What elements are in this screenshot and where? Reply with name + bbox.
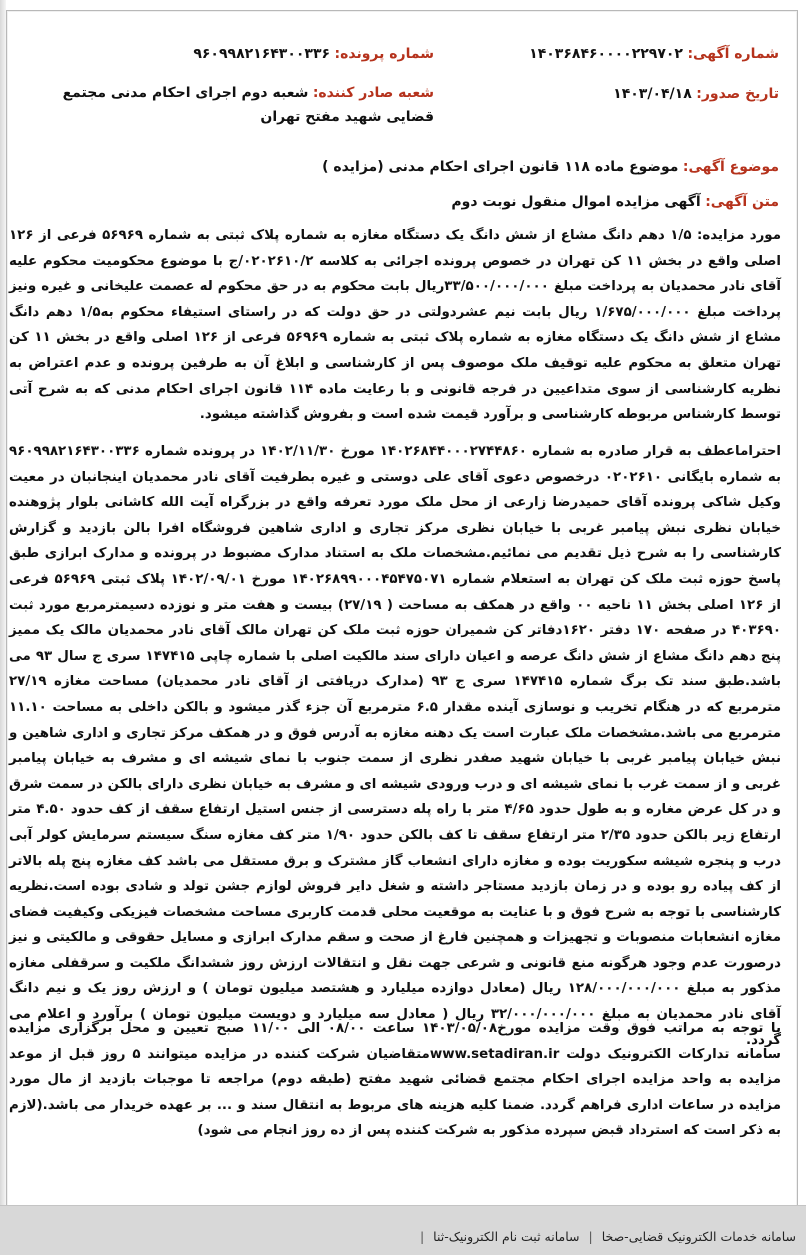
issuing-branch-value: شعبه دوم اجرای احکام مدنی مجتمع قضایی شهید مفتح تهران: [62, 85, 434, 125]
issuing-branch-label: شعبه صادر کننده:: [312, 85, 434, 101]
footer-link-sana[interactable]: سامانه ثبت نام الکترونیک-ثنا: [433, 1229, 580, 1244]
file-number-value: ۹۶۰۹۹۸۲۱۶۴۳۰۰۳۳۶: [193, 46, 331, 62]
issue-date-value: ۱۴۰۳/۰۴/۱۸: [613, 86, 692, 102]
footer-separator: |: [588, 1229, 593, 1244]
file-number: [193, 43, 434, 65]
footer-link-sakha[interactable]: سامانه خدمات الکترونیک قضایی-صخا: [601, 1229, 796, 1244]
issue-date: [613, 83, 779, 105]
ad-number: [529, 43, 779, 65]
ad-subject-label: موضوع آگهی:: [682, 159, 779, 175]
file-number-label: شماره پرونده:: [334, 46, 434, 62]
footer-bar: [0, 1205, 806, 1255]
announcement-frame: [6, 10, 798, 1207]
ad-subject: [322, 156, 779, 178]
auction-item-paragraph: مورد مزایده: ۱/۵ دهم دانگ مشاع از شش دانگ یک دستگاه مغازه به شماره پلاک ثبتی به شماره ۵۶۹۶۹ فرعی از ۱۲۶ اصلی واقع در بخش ۱۱ کن تهران در خصوص پرونده اجرائی به کلاسه ۰۲۰۲۶۱۰/۲/ج با موضوع محکومیت محکوم علیه آقای نادر محمدیان به پرداخت مبلغ ۳۳/۵۰۰/۰۰۰/۰۰۰ریال بابت محکوم به در حق محکوم له عصمت علیخانی و غیره ونیز پرداخت مبلغ ۱/۶۷۵/۰۰۰/۰۰۰ ریال بابت نیم عشردولتی در حق دولت که در راستای استیفاء محکوم به۱/۵ دهم دانگ مشاع از شش دانگ یک دستگاه مغازه به شماره پلاک ثبتی به شماره ۵۶۹۶۹ فرعی از ۱۲۶ اصلی واقع در بخش ۱۱ کن تهران متعلق به محکوم علیه توقیف ملک موصوف پس از کارشناسی و ابلاغ آن به طرفین پرونده و عدم اعتراض به نظریه کارشناسی از سوی متداعیین در فرجه قانونی و با رعایت ماده ۱۱۴ قانون اجرای احکام مدنی که به شرح آتی توسط کارشناس مربوطه کارشناسی و برآورد قیمت شده است و بفروش گذاشته میشود.: [9, 228, 781, 423]
footer-separator-end: |: [419, 1229, 425, 1244]
auction-schedule-paragraph: با توجه به مراتب فوق وقت مزایده مورخ۱۴۰۳/۰۵/۰۸ ساعت ۰۸/۰۰ الی ۱۱/۰۰ صبح تعیین و محل برگزاری مزایده سامانه تدارکات الکترونیک دولت www.setadiran.irمتقاضیان شرکت کننده در مزایده میتوانند ۵ روز قبل از موعد مزایده به واحد مزایده اجرای احکام مجتمع قضائی شهید مفتح (طبقه دوم) مراجعه تا موجبات بازدید از مال مورد مزایده در ساعات اداری فراهم گردد. ضمنا کلیه هزینه های مربوط به انتقال سند و ... بر عهده خریدار می باشد.(لازم به ذکر است که استرداد قبض سپرده مذکور به شرکت کننده پس از ده روز انجام می شود): [9, 1021, 781, 1139]
expert-report-paragraph: احتراماعطف به قرار صادره به شماره ۱۴۰۲۶۸۴۴۰۰۰۲۷۴۴۸۶۰ مورخ ۱۴۰۲/۱۱/۳۰ در پرونده شماره ۹۶۰۹۹۸۲۱۶۴۳۰۰۳۳۶ به شماره بایگانی ۰۲۰۲۶۱۰ درخصوص دعوی آقای علی دوستی و غیره بطرفیت آقای نادر محمدیان اینجانبان در معیت وکیل شاکی پرونده آقای حمیدرضا زارعی از محل ملک مورد تعرفه واقع در بزرگراه آیت الله کاشانی بلوار پژوهنده خیابان نظری نبش پیامبر غربی با خیابان نظری مرکز تجاری و اداری شاهین فروشگاه افرا بالن بازدید و گزارش کارشناسی را به شرح ذیل تقدیم می نمائیم.مشخصات ملک به استناد مدارک مضبوط در پرونده و مدارک ابرازی طبق پاسخ حوزه ثبت ملک کن تهران به استعلام شماره ۱۴۰۲۶۸۹۹۰۰۰۴۵۴۷۵۰۷۱ مورخ ۱۴۰۲/۰۹/۰۱ پلاک ثبتی ۵۶۹۶۹ فرعی از ۱۲۶ اصلی بخش ۱۱ ناحیه ۰۰ واقع در همکف به مساحت ( ۲۷/۱۹) بیست و هفت متر و نوزده دسیمترمربع مورد ثبت ۴۰۳۶۹۰ در صفحه ۱۷۰ دفتر ۱۶۲۰دفاتر کن شمیران حوزه ثبت ملک کن تهران مالک آقای نادر محمدیان مالک یک ممیز پنج دهم دانگ مشاع از شش دانگ عرصه و اعیان دارای سند مالکیت اصلی با شماره چاپی ۱۴۷۴۱۵ سری ج سال ۹۳ می باشد.طبق سند تک برگ شماره ۱۴۷۴۱۵ سری ج ۹۳ (مدارک دریافتی از آقای نادر محمدیان) مساحت مغازه ۲۷/۱۹ مترمربع که در هنگام تخریب و نوسازی آینده مقدار ۶.۵ مترمربع آن جزء گذر میشود و بالکن داخلی به مساحت ۱۱.۱۰ مترمربع می باشد.مشخصات ملک عبارت است یک دهنه مغازه به آدرس فوق و در همکف مرکز تجاری و اداری شاهین و نبش خیابان پیامبر غربی با خیابان شهید صفدر نظری از سمت جنوب با نمای شیشه ای و مشرف به خیابان پیامبر غربی و از سمت غرب با نمای شیشه ای و درب ورودی شیشه ای و مشرف به خیابان نظری دارای بالکن در سمت شرق و در کل عرض مغاره و به طول حدود ۴/۶۵ متر با راه پله دسترسی از جنس استیل ارتفاع سقف از کف حدود ۴.۵۰ متر ارتفاع زیر بالکن حدود ۲/۳۵ متر ارتفاع سقف تا کف بالکن حدود ۱/۹۰ متر کف مغازه سنگ سیستم سرمایش کولر آبی درب و پنجره شیشه سکوریت بوده و مغازه دارای انشعاب گاز مشترک و برق مستقل می باشد کف مغازه پنج پله بالاتر از کف پیاده رو بوده و در زمان بازدید مستاجر داشته و شغل دایر فروش لوازم جشن تولد و شادی بوده است.نظریه کارشناسی با توجه به شرح فوق و با عنایت به موقعیت محلی قدمت کاربری مساحت مشخصات فیزیکی وکیفیت فضای مغازه انشعابات منصوبات و تجهیزات و همچنین فارغ از صحت و سقم مدارک ابرازی و مسایل حقوقی و مالکیتی و نیز درصورت عدم وجود هرگونه منع قانونی و شرعی جهت نقل و انتقالات ارزش روز ششدانگ ملکیت و سرقفلی مغازه مذکور به مبلغ ۱۲۸/۰۰۰/۰۰۰/۰۰۰ ریال (معادل دوازده میلیارد و هشتصد میلیون تومان ) و ارزش روز یک و نیم دانگ آقای نادر محمدیان به مبلغ ۳۲/۰۰۰/۰۰۰/۰۰۰ ریال ( معادل سه میلیارد و دویست میلیون تومان ) برآورد و اعلام می گردد.: [9, 444, 782, 1048]
ad-number-label: شماره آگهی:: [687, 46, 779, 62]
footer-links: [415, 1229, 796, 1244]
ad-subject-value: موضوع ماده ۱۱۸ قانون اجرای احکام مدنی (مزایده ): [322, 159, 679, 175]
issue-date-label: تاریخ صدور:: [696, 86, 779, 102]
issuing-branch: [54, 81, 434, 129]
ad-text-label: متن آگهی:: [705, 194, 779, 210]
ad-text-value: آگهی مزایده اموال منقول نوبت دوم: [451, 194, 701, 210]
ad-number-value: ۱۴۰۳۶۸۴۶۰۰۰۰۲۲۹۷۰۲: [529, 46, 683, 62]
ad-text-heading: [451, 191, 779, 213]
